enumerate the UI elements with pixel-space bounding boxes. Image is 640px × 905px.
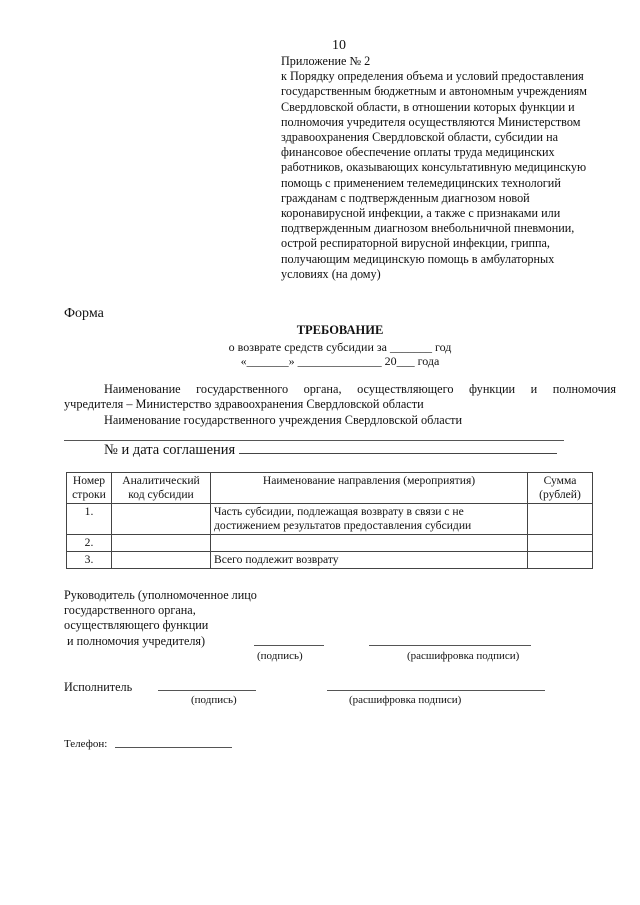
signer-line: осуществляющего функции xyxy=(64,618,209,633)
table-row xyxy=(67,552,593,569)
table-row xyxy=(67,504,593,535)
agreement-row xyxy=(104,442,557,459)
appendix-line: получающим медицинскую помощь в амбулаторных xyxy=(281,251,555,266)
appendix-line: финансовое обеспечение оплаты труда медицинских xyxy=(281,145,555,160)
appendix-line: гражданам с подтвержденным диагнозом новой xyxy=(281,190,530,205)
appendix-title: Приложение № 2 xyxy=(281,54,371,68)
executor-label: Исполнитель xyxy=(64,680,133,694)
authority-line-2: учредителя – Министерство здравоохранения Свердловской области xyxy=(64,396,424,411)
signer-label xyxy=(64,588,294,649)
appendix-line: помощь с применением телемедицинских технологий xyxy=(281,175,561,190)
institution-fill-line xyxy=(64,440,564,441)
appendix-block xyxy=(281,54,611,282)
row-sum xyxy=(528,535,593,552)
row-sum xyxy=(528,504,593,535)
institution-label: Наименование государственного учреждения Свердловской области xyxy=(104,413,463,427)
row-name: Всего подлежит возврату xyxy=(211,552,528,569)
signer-signature-caption: (подпись) xyxy=(257,650,303,662)
page-number: 10 xyxy=(332,38,346,53)
document-title: ТРЕБОВАНИЕ xyxy=(296,323,384,337)
row-number: 2. xyxy=(67,535,112,552)
appendix-line: к Порядку определения объема и условий предоставления xyxy=(281,69,584,84)
appendix-line: полномочия учредителя осуществляются Министерством xyxy=(281,114,581,129)
phone-label: Телефон: xyxy=(64,738,108,750)
agreement-label: № и дата соглашения xyxy=(104,442,236,458)
signer-signature-line xyxy=(254,645,324,646)
authority-line-1: Наименование государственного органа, осуществляющего функции и полномочия xyxy=(104,382,616,396)
header-row-number: Номер строки xyxy=(67,473,112,504)
row-number: 3. xyxy=(67,552,112,569)
document-subtitle-date: «_______» ______________ 20___ года xyxy=(240,354,440,368)
row-name: Часть субсидии, подлежащая возврату в связи с не достижением результатов предоставления субсидии xyxy=(211,504,528,535)
row-name xyxy=(211,535,528,552)
document-subtitle-year: о возврате средств субсидии за _______ год xyxy=(228,340,452,354)
appendix-line: государственным бюджетным и автономным учреждениям xyxy=(281,84,587,99)
appendix-line: условиях (на дому) xyxy=(281,266,381,281)
signer-decode-line xyxy=(369,645,531,646)
appendix-line: подтвержденным диагнозом внебольничной пневмонии, xyxy=(281,221,575,236)
appendix-line: Свердловской области, в отношении которых функции и xyxy=(281,99,575,114)
row-number: 1. xyxy=(67,504,112,535)
authority-paragraph xyxy=(64,382,616,411)
phone-fill-line xyxy=(115,747,232,748)
signer-line: государственного органа, xyxy=(64,603,196,618)
appendix-line: острой респираторной вирусной инфекции, гриппа, xyxy=(281,236,550,251)
executor-decode-caption: (расшифровка подписи) xyxy=(349,694,462,706)
executor-signature-line xyxy=(158,690,256,691)
row-code xyxy=(112,504,211,535)
signer-decode-caption: (расшифровка подписи) xyxy=(407,650,520,662)
table-row xyxy=(67,535,593,552)
row-sum xyxy=(528,552,593,569)
agreement-fill-line xyxy=(239,443,557,454)
header-analytic-code: Аналитический код субсидии xyxy=(112,473,211,504)
signer-line: и полномочия учредителя) xyxy=(64,633,206,648)
appendix-text xyxy=(281,69,611,282)
executor-signature-caption: (подпись) xyxy=(191,694,237,706)
signer-line: Руководитель (уполномоченное лицо xyxy=(64,588,257,602)
refund-table xyxy=(66,472,593,569)
form-label: Форма xyxy=(64,306,104,321)
header-sum: Сумма (рублей) xyxy=(528,473,593,504)
executor-decode-line xyxy=(327,690,545,691)
row-code xyxy=(112,552,211,569)
appendix-line: работников, оказывающих консультативную медицинскую xyxy=(281,160,587,175)
table-header-row xyxy=(67,473,593,504)
header-direction-name: Наименование направления (мероприятия) xyxy=(211,473,528,504)
appendix-line: здравоохранения Свердловской области, субсидии на xyxy=(281,130,559,145)
row-code xyxy=(112,535,211,552)
appendix-line: коронавирусной инфекции, а также с признаками или xyxy=(281,206,561,221)
